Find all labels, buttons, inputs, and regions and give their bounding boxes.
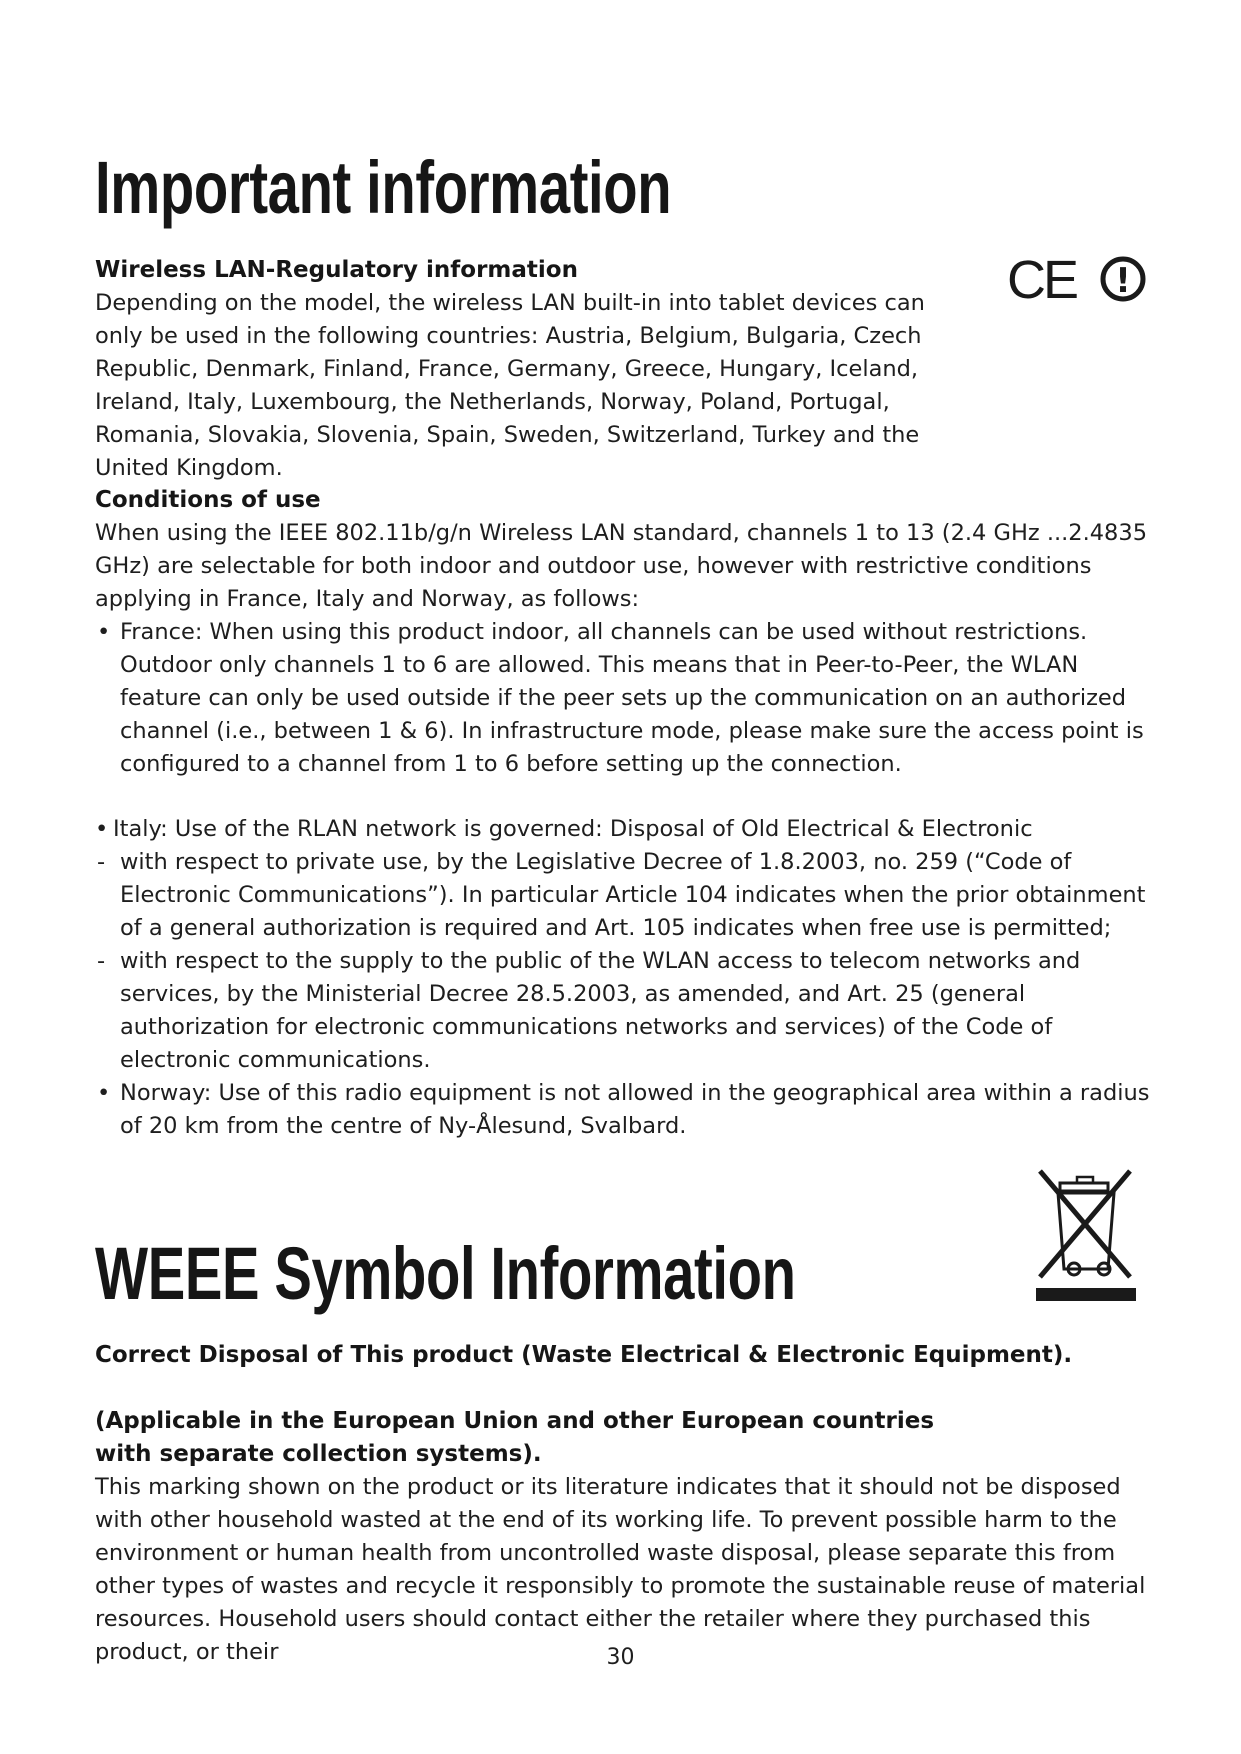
list-item-italy-private-use xyxy=(95,846,1155,945)
italy-sub-2-text: with respect to the supply to the public of the WLAN access to telecom networks and services, by the Ministerial Decree 28.5.2003, as amended, and Art. 25 (general authorization for electronic communications networks and services) of the Code of electronic communications. xyxy=(120,948,1081,1073)
wireless-paragraph: Depending on the model, the wireless LAN built-in into tablet devices can only be used in the following countries: Austria, Belgium, Bulgaria, Czech Republic, Denmark, Finland, France, Germany, Greece, Hungary, Iceland, Ireland, Italy, Luxembourg, the Netherlands, Norway, Poland, Portugal, Romania, Slovakia, Slovenia, Spain, Sweden, Switzerland, Turkey and the United Kingdom. xyxy=(95,290,925,481)
italy-sub-1-text: with respect to private use, by the Legislative Decree of 1.8.2003, no. 259 (“Code of Electronic Communications”). In particular Article 104 indicates when the prior obtainment of a general authorization is required and Art. 105 indicates when free use is permitted; xyxy=(120,849,1146,941)
weee-disposal-heading: Correct Disposal of This product (Waste Electrical & Electronic Equipment). xyxy=(95,1342,1073,1368)
dash-icon: - xyxy=(97,849,106,875)
wireless-heading: Wireless LAN-Regulatory information xyxy=(95,257,578,283)
weee-paragraph: This marking shown on the product or its literature indicates that it should not be disposed with other household wasted at the end of its working life. To prevent possible harm to the environment or human health from uncontrolled waste disposal, please separate this from other types of wastes and recycle it responsibly to promote the sustainable reuse of material resources. Household users should contact either the retailer where they purchased this product, or their xyxy=(95,1474,1146,1665)
bullet-icon: • xyxy=(95,816,109,842)
list-item-italy xyxy=(95,813,1155,846)
conditions-heading: Conditions of use xyxy=(95,487,321,513)
italy-norway-list xyxy=(95,813,1155,1143)
france-text: France: When using this product indoor, all channels can be used without restrictions. Outdoor only channels 1 to 6 are allowed. This means that in Peer-to-Peer, the WLAN feature can only be used outside if the peer sets up the communication on an authorized channel (i.e., between 1 & 6). In infrastructure mode, please make sure the access point is configured to a channel from 1 to 6 before setting up the connection. xyxy=(120,619,1144,777)
alert-mark-text: ! xyxy=(1115,261,1131,301)
weee-title: WEEE Symbol Information xyxy=(95,1232,796,1315)
weee-crossed-bin-icon xyxy=(1032,1165,1142,1305)
weee-applicable-heading: (Applicable in the European Union and other European countries with separate collection systems). xyxy=(95,1408,935,1467)
list-item-norway xyxy=(95,1077,1155,1143)
dash-icon: - xyxy=(97,948,106,974)
list-item-italy-public-supply xyxy=(95,945,1155,1077)
bullet-icon: • xyxy=(97,619,111,645)
norway-text: Norway: Use of this radio equipment is not allowed in the geographical area within a radius of 20 km from the centre of Ny-Ålesund, Svalbard. xyxy=(120,1080,1150,1139)
alert-icon xyxy=(1103,259,1143,301)
page-number: 30 xyxy=(606,1645,635,1670)
italy-text: Italy: Use of the RLAN network is governed: Disposal of Old Electrical & Electronic xyxy=(113,816,1033,842)
list-item-france xyxy=(95,616,1155,781)
ce-mark-icon xyxy=(1007,248,1147,308)
france-bullet-list xyxy=(95,616,1155,781)
conditions-intro: When using the IEEE 802.11b/g/n Wireless LAN standard, channels 1 to 13 (2.4 GHz ...2.4835 GHz) are selectable for both indoor and outdoor use, however with restrictive conditions applying in France, Italy and Norway, as follows: xyxy=(95,520,1148,612)
bullet-icon: • xyxy=(97,1080,111,1106)
page-title: Important information xyxy=(95,146,672,229)
ce-mark-text: CE xyxy=(1007,250,1077,308)
